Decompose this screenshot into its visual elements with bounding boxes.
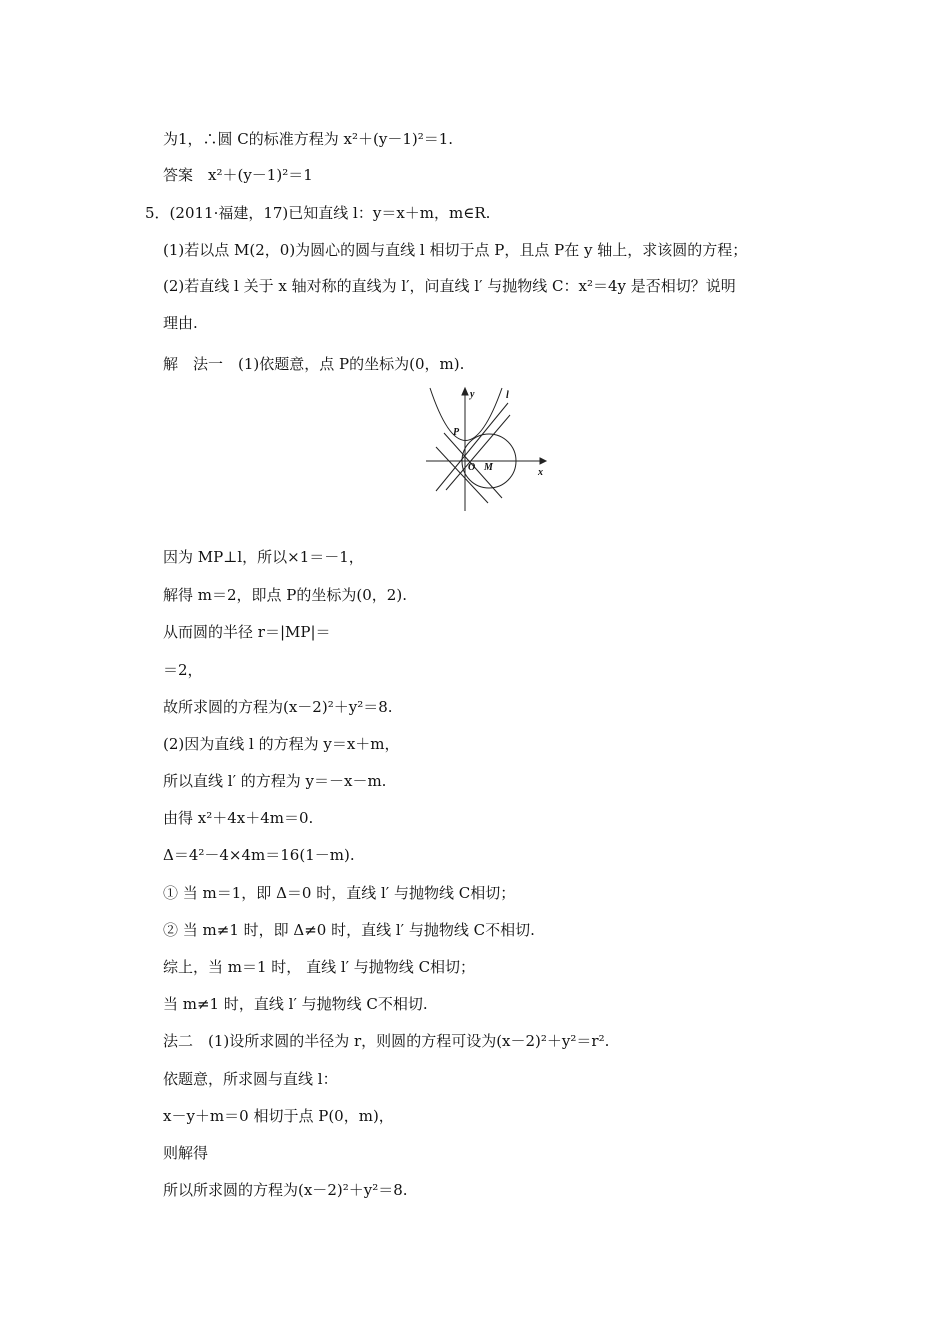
text-line: ② 当 m≠1 时，即 Δ≠0 时，直线 l′ 与抛物线 C不相切. [163,921,535,939]
text-line: 当 m≠1 时，直线 l′ 与抛物线 C不相切. [163,995,428,1013]
text-line: 解得 m＝2，即点 P的坐标为(0，2). [163,586,407,604]
geometry-figure [418,383,552,513]
solution-heading: 解 法一 (1)依题意，点 P的坐标为(0，m). [163,355,465,373]
text-line: 从而圆的半径 r＝|MP|＝ [163,623,331,641]
label-m: M [484,462,493,473]
line-l [436,403,508,491]
label-p: P [453,427,460,438]
answer-line: 答案 x²＋(y－1)²＝1 [163,166,313,184]
text-line: 则解得 [163,1144,209,1162]
y-axis-arrow [462,388,468,395]
text-line: 依题意，所求圆与直线 l： [163,1070,338,1088]
text-line: 所以直线 l′ 的方程为 y＝－x－m. [163,772,387,790]
text-line: x－y＋m＝0 相切于点 P(0，m)， [163,1107,394,1125]
text-line: 理由. [163,314,198,332]
text-line: ① 当 m＝1，即 Δ＝0 时，直线 l′ 与抛物线 C相切； [163,884,516,902]
line-reflected [436,447,488,503]
text-line: 因为 MP⊥l，所以×1＝－1， [163,548,364,566]
label-y: y [470,389,475,400]
parabola [430,388,502,441]
text-line: ＝2， [163,661,203,679]
label-o: O [468,462,476,473]
label-x: x [538,467,543,478]
label-l: l [506,390,509,401]
text-line: Δ＝4²－4×4m＝16(1－m). [163,846,355,864]
x-axis-arrow [540,458,546,464]
text-line: 所以所求圆的方程为(x－2)²＋y²＝8. [163,1181,408,1199]
text-line: 故所求圆的方程为(x－2)²＋y²＝8. [163,698,393,716]
text-line: 综上，当 m＝1 时， 直线 l′ 与抛物线 C相切； [163,958,476,976]
text-line: 法二 (1)设所求圆的半径为 r，则圆的方程可设为(x－2)²＋y²＝r². [163,1032,610,1050]
text-line: (2)因为直线 l 的方程为 y＝x＋m， [163,735,400,753]
text-line: 为1，∴圆 C的标准方程为 x²＋(y－1)²＝1. [163,130,454,148]
text-line: (2)若直线 l 关于 x 轴对称的直线为 l′，问直线 l′ 与抛物线 C：x²＝4y 是否相切？说明 [163,277,736,295]
problem-title: 5．(2011·福建，17)已知直线 l：y＝x＋m，m∈R. [145,204,491,222]
text-line: 由得 x²＋4x＋4m＝0. [163,809,314,827]
text-line: (1)若以点 M(2，0)为圆心的圆与直线 l 相切于点 P，且点 P在 y 轴上，求该圆的方程； [163,241,748,259]
